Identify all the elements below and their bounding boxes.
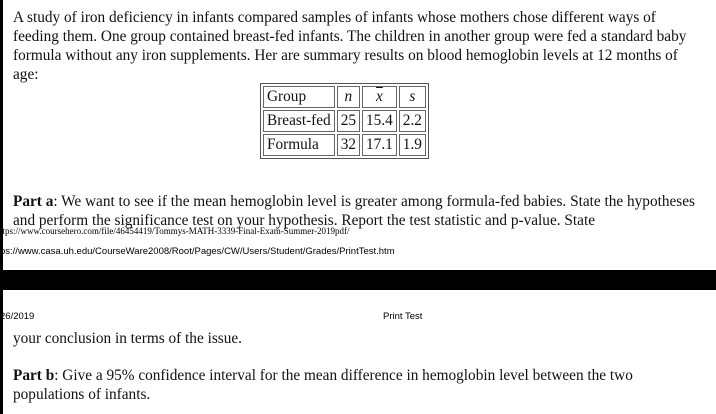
cell-mean: 17.1: [362, 134, 397, 156]
header-group: Group: [263, 86, 335, 108]
header-mean: [362, 86, 397, 108]
cell-sd: 2.2: [399, 110, 426, 132]
part-b-label: Part b: [13, 367, 55, 384]
continuation-paragraph: your conclusion in terms of the issue.: [13, 330, 242, 347]
part-a-text: : We want to see if the mean hemoglobin level is greater among formula-fed babies. State the hypotheses and perform the significance test on your hypothesis. Report the test statistic and p-value. State: [13, 193, 695, 229]
part-b-text: : Give a 95% confidence interval for the mean difference in hemoglobin level between the two populations of infants.: [13, 367, 633, 403]
table-header-row: [263, 86, 426, 108]
coursehero-url-overlay: ttps://www.coursehero.com/file/46454419/Tommys-MATH-3339-Final-Exam-Summer-2019pdf/: [0, 226, 350, 236]
table-row: [263, 110, 426, 132]
cell-mean: 15.4: [362, 110, 397, 132]
cell-sd: 1.9: [399, 134, 426, 156]
table-row: [263, 134, 426, 156]
page-break-divider: [0, 270, 716, 290]
cell-n: 32: [337, 134, 360, 156]
part-b-paragraph: [13, 366, 703, 404]
summary-table: [260, 83, 429, 159]
print-header-date: 26/2019: [0, 311, 35, 322]
xbar-symbol: $\overline{x}$: [376, 88, 383, 105]
part-a-label: Part a: [13, 193, 54, 210]
cell-group: Breast-fed: [263, 110, 335, 132]
cell-group: Formula: [263, 134, 335, 156]
print-header-title: Print Test: [383, 311, 423, 322]
part-a-paragraph: [13, 192, 703, 230]
header-n: n: [337, 86, 360, 108]
header-sd: s: [399, 86, 426, 108]
left-edge-bottom: [0, 290, 3, 414]
print-footer-url: ps://www.casa.uh.edu/CourseWare2008/Root/Pages/CW/Users/Student/Grades/PrintTest.htm: [0, 246, 395, 257]
intro-paragraph: A study of iron deficiency in infants compared samples of infants whose mothers chose different ways of feeding them. One group contained breast-fed infants. The children in another group were fed a standard baby formula without any iron supplements. Her are summary results on blood hemoglobin levels at 12 months of age:: [13, 9, 687, 83]
cell-n: 25: [337, 110, 360, 132]
